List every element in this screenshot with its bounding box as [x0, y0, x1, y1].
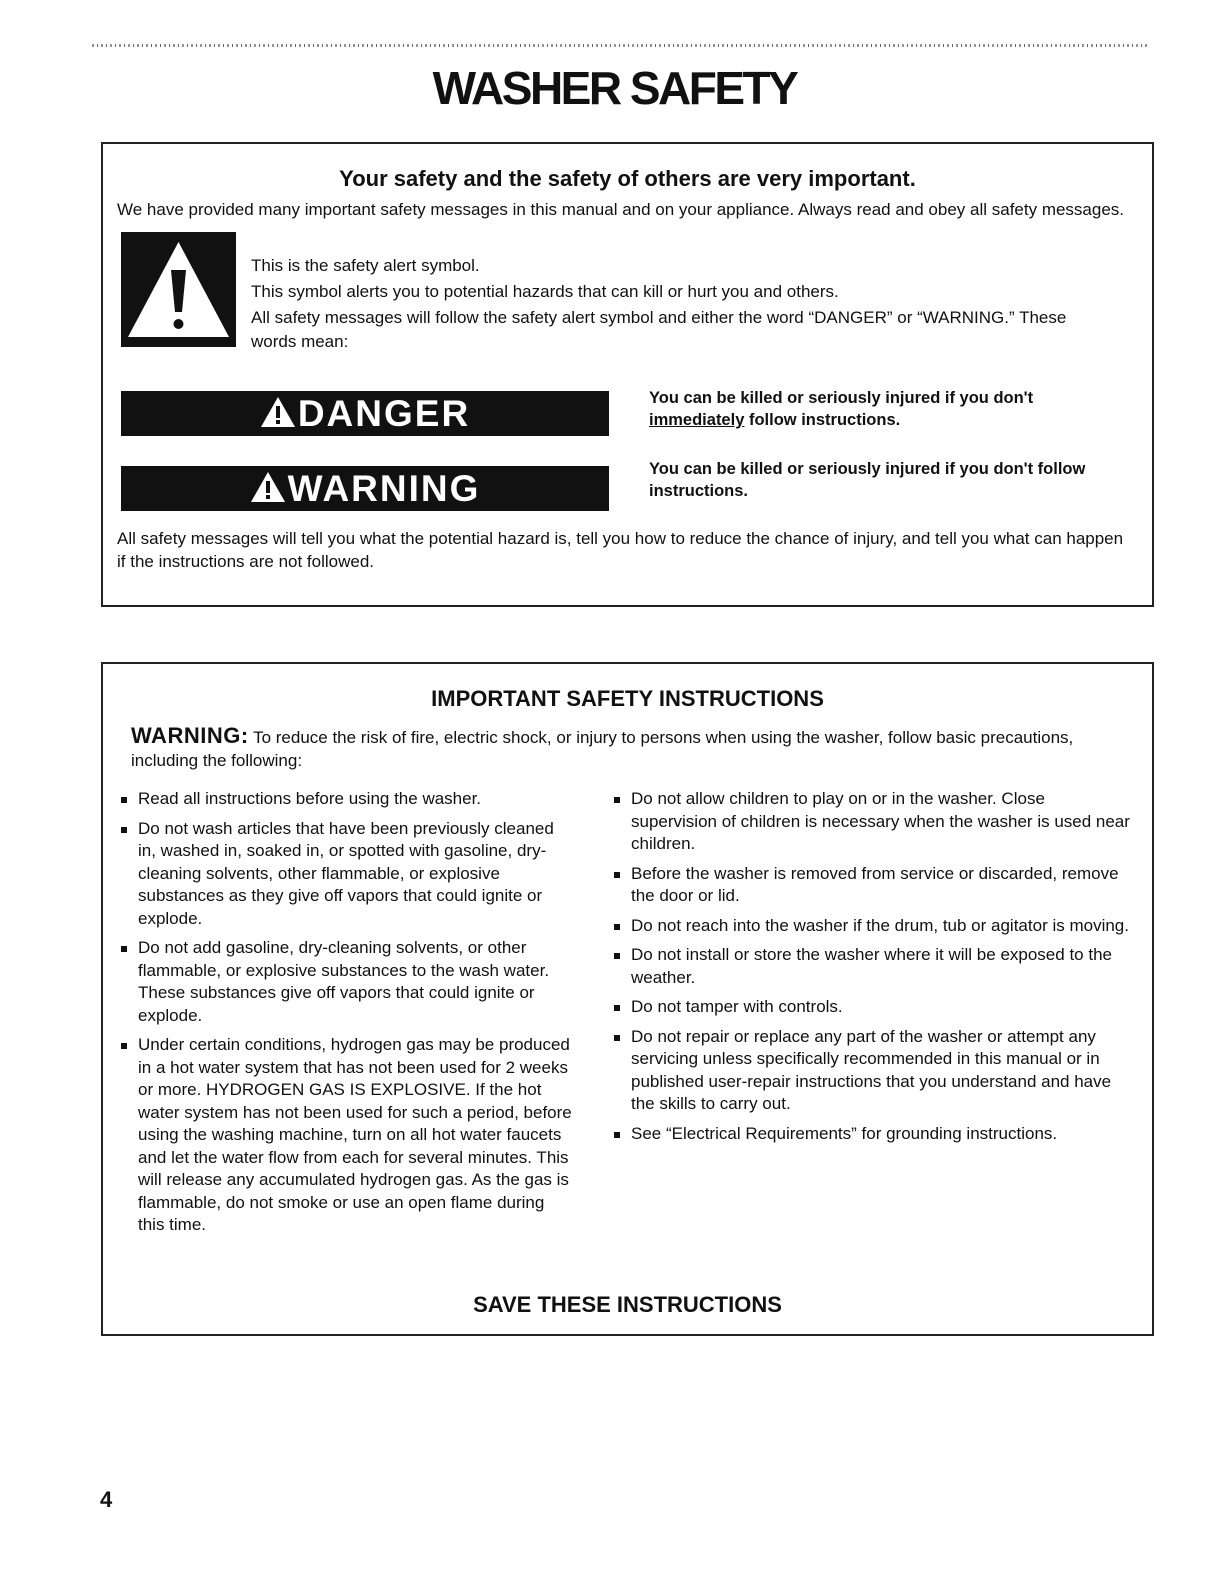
safety-intro: We have provided many important safety messages in this manual and on your appliance. Always read and obey all safety messages. [117, 200, 1125, 219]
danger-text-end: follow instructions. [744, 411, 901, 429]
list-item: Under certain conditions, hydrogen gas may be produced in a hot water system that has not been used for 2 weeks or more. HYDROGEN GAS IS EXPLOSIVE. If the hot water system has not been used for such a period, before using the washing machine, turn on all hot water faucets and let the water flow from each for several minutes. This will release any accumulated hydrogen gas. As the gas is flammable, do not smoke or use an open flame during this time. [117, 1034, 572, 1237]
page-title: WASHER SAFETY [432, 62, 797, 114]
warning-intro-label: WARNING: [131, 723, 249, 748]
safety-closing: All safety messages will tell you what the potential hazard is, tell you how to reduce the chance of injury, and tell you what can happen if the instructions are not followed. [117, 529, 1124, 571]
symbol-line: This symbol alerts you to potential hazards that can kill or hurt you and others. [251, 282, 839, 301]
symbol-line: This is the safety alert symbol. [251, 256, 480, 275]
symbol-line: All safety messages will follow the safety alert symbol and either the word “DANGER” or “WARNING.” These words mean: [251, 308, 1067, 351]
list-item: See “Electrical Requirements” for grounding instructions. [610, 1123, 1130, 1146]
safety-heading: Your safety and the safety of others are very important. [339, 166, 916, 191]
warning-intro-text: To reduce the risk of fire, electric shock, or injury to persons when using the washer, follow basic precautions, including the following: [131, 728, 1074, 770]
left-instruction-column [117, 788, 572, 1244]
list-item: Do not reach into the washer if the drum, tub or agitator is moving. [610, 915, 1130, 938]
alert-triangle-icon [260, 393, 296, 438]
danger-banner [121, 391, 609, 436]
warning-intro [131, 724, 1131, 772]
list-item: Do not add gasoline, dry-cleaning solvents, or other flammable, or explosive substances to the wash water. These substances give off vapors that could ignite or explode. [117, 937, 572, 1027]
alert-triangle-icon [250, 468, 286, 513]
danger-emphasis: immediately [649, 411, 745, 429]
right-instruction-column [610, 788, 1130, 1152]
safety-alert-box [101, 142, 1154, 607]
list-item: Do not allow children to play on or in the washer. Close supervision of children is necessary when the washer is used near children. [610, 788, 1130, 856]
list-item: Do not install or store the washer where it will be exposed to the weather. [610, 944, 1130, 989]
danger-description [649, 387, 1129, 431]
warning-label: WARNING [287, 468, 481, 509]
danger-label: DANGER [297, 393, 471, 434]
list-item: Do not wash articles that have been previously cleaned in, washed in, soaked in, or spotted with gasoline, dry-cleaning solvents, other flammable, or explosive substances as they give off vapors that could ignite or explode. [117, 818, 572, 931]
page-number: 4 [100, 1487, 113, 1512]
warning-banner [121, 466, 609, 511]
safety-symbol-explanation [251, 254, 1071, 356]
instructions-heading: IMPORTANT SAFETY INSTRUCTIONS [431, 686, 824, 711]
danger-text: You can be killed or seriously injured if you don't [649, 389, 1034, 407]
list-item: Before the washer is removed from service or discarded, remove the door or lid. [610, 863, 1130, 908]
scan-artifact-line [92, 44, 1147, 47]
warning-description: You can be killed or seriously injured if you don't follow instructions. [649, 460, 1086, 500]
list-item: Read all instructions before using the washer. [117, 788, 572, 811]
list-item: Do not repair or replace any part of the washer or attempt any servicing unless specifically recommended in this manual or in published user-repair instructions that you understand and have the skills to carry out. [610, 1026, 1130, 1116]
list-item: Do not tamper with controls. [610, 996, 1130, 1019]
important-instructions-box [101, 662, 1154, 1336]
save-instructions-footer: SAVE THESE INSTRUCTIONS [473, 1292, 782, 1317]
safety-alert-symbol-icon [121, 232, 236, 347]
